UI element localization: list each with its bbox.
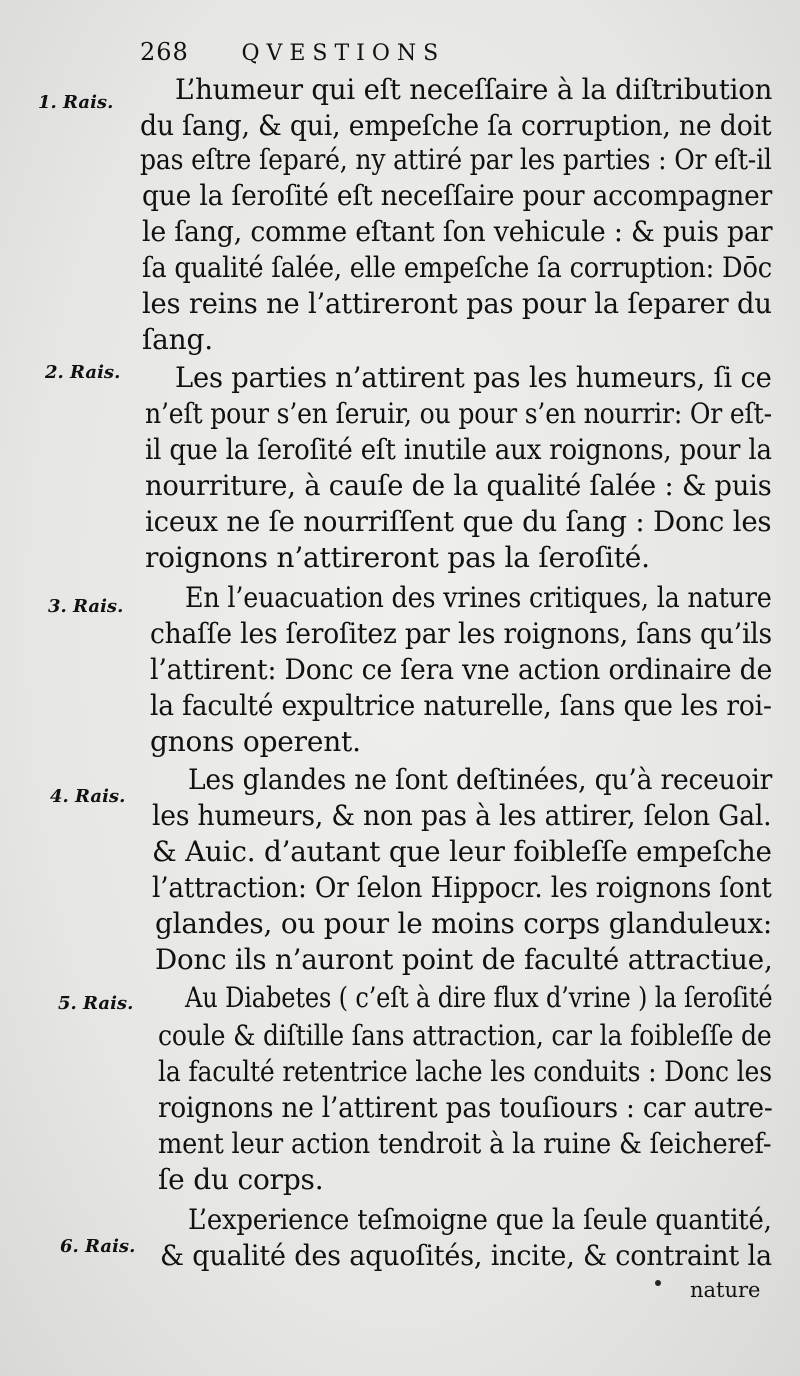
text-line: nourriture, à cauſe de la qualité ſalée : & puis: [145, 469, 772, 502]
margin-note-1: 1. Rais.: [38, 92, 114, 113]
text-line: Les glandes ne ſont deſtinées, qu’à receuoir: [188, 763, 773, 796]
text-line: la faculté retentrice lache les conduits : Donc les: [158, 1055, 772, 1088]
text-line: L’humeur qui eſt neceſſaire à la diſtribution: [175, 73, 773, 106]
page-header: [140, 38, 445, 66]
text-line: ment leur action tendroit à la ruine & ſeicheref-: [158, 1127, 772, 1160]
text-line: le ſang, comme eſtant ſon vehicule : & puis par: [142, 215, 773, 248]
text-line: la faculté expultrice naturelle, ſans que les roi-: [150, 689, 772, 722]
text-line: glandes, ou pour le moins corps glanduleux:: [155, 907, 773, 940]
text-line: Les parties n’attirent pas les humeurs, ſi ce: [175, 361, 772, 394]
text-line: ſe du corps.: [158, 1163, 324, 1196]
ink-speck: [655, 1280, 661, 1286]
margin-note-2: 2. Rais.: [45, 362, 121, 383]
text-line: ſa qualité ſalée, elle empeſche ſa corruption: Dōc: [142, 251, 772, 284]
text-line: l’attirent: Donc ce ſera vne action ordinaire de: [150, 653, 773, 686]
running-title: QVESTIONS: [241, 41, 446, 66]
text-line: n’eſt pour s’en ſeruir, ou pour s’en nourrir: Or eſt-: [145, 397, 772, 430]
text-line: du ſang, & qui, empeſche ſa corruption, ne doit: [140, 109, 772, 142]
text-line: & Auic. d’autant que leur foibleſſe empeſche: [152, 835, 772, 868]
text-line: roignons ne l’attirent pas touſiours : car autre-: [158, 1091, 773, 1124]
margin-note-5: 5. Rais.: [58, 993, 134, 1014]
margin-note-6: 6. Rais.: [60, 1236, 136, 1257]
text-line: que la ſeroſité eſt neceſſaire pour accompagner: [142, 179, 773, 212]
catchword: nature: [690, 1278, 761, 1302]
text-line: Au Diabetes ( c’eſt à dire flux d’vrine ) la ſeroſité: [185, 981, 773, 1014]
text-line: L’experience teſmoigne que la ſeule quantité,: [188, 1203, 772, 1236]
text-line: En l’euacuation des vrines critiques, la nature: [185, 581, 772, 614]
text-line: chaſſe les ſeroſitez par les roignons, ſans qu’ils: [150, 617, 772, 650]
text-line: il que la ſeroſité eſt inutile aux roignons, pour la: [145, 433, 772, 466]
text-line: roignons n’attireront pas la ſeroſité.: [145, 541, 650, 574]
text-line: iceux ne ſe nourriſſent que du ſang : Donc les: [145, 505, 772, 538]
text-line: & qualité des aquoſités, incite, & contraint la: [160, 1239, 772, 1272]
text-line: Donc ils n’auront point de faculté attractiue,: [155, 943, 773, 976]
text-line: coule & diſtille ſans attraction, car la foibleſſe de: [158, 1019, 772, 1052]
text-line: ſang.: [142, 323, 213, 356]
margin-note-4: 4. Rais.: [50, 786, 126, 807]
text-line: gnons operent.: [150, 725, 361, 758]
text-line: l’attraction: Or ſelon Hippocr. les roignons ſont: [152, 871, 772, 904]
page-number: 268: [140, 38, 189, 66]
text-line: les humeurs, & non pas à les attirer, ſelon Gal.: [152, 799, 772, 832]
text-line: les reins ne l’attireront pas pour la ſeparer du: [142, 287, 772, 320]
margin-note-3: 3. Rais.: [48, 596, 124, 617]
text-line: pas eſtre ſeparé, ny attiré par les parties : Or eſt-il: [140, 143, 772, 176]
